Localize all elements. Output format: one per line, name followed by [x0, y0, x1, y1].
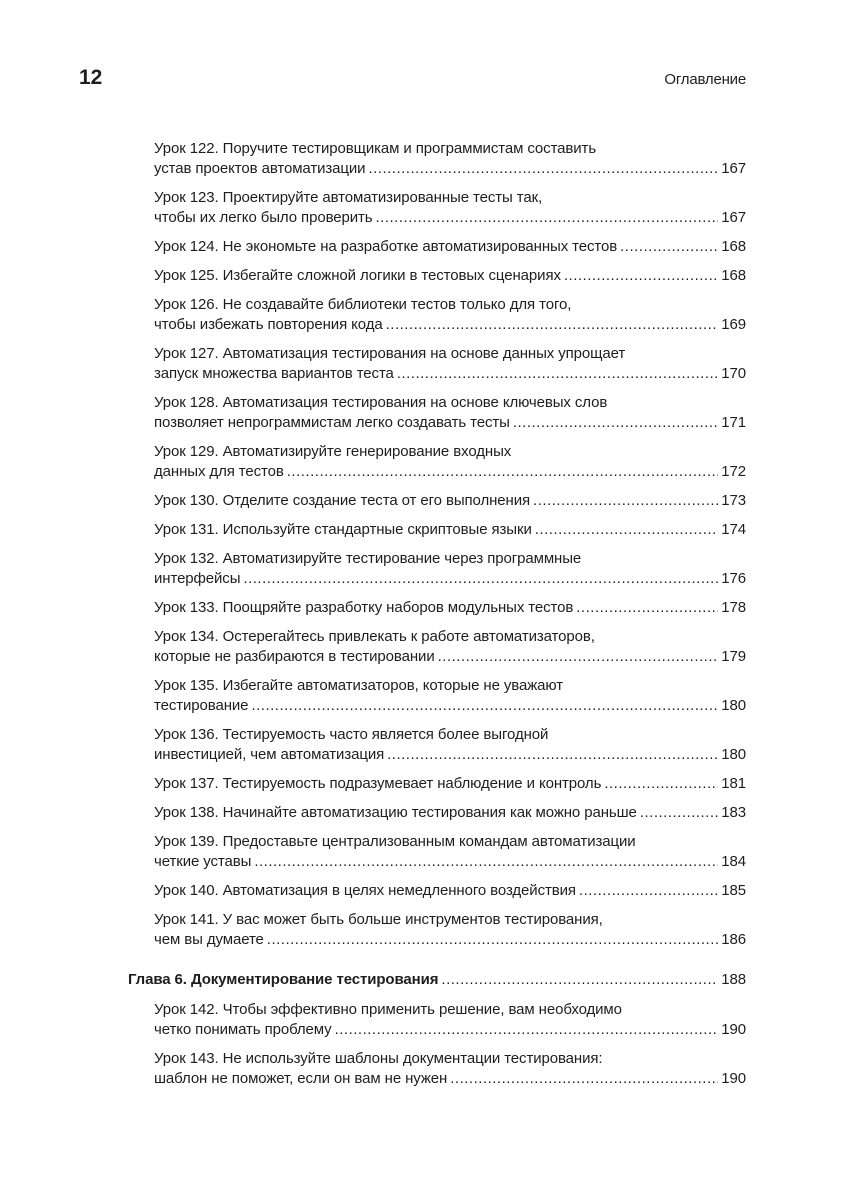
dot-leader — [397, 364, 718, 384]
toc-entry-last-line — [154, 803, 746, 823]
toc-entry-last-line — [154, 462, 746, 482]
dot-leader — [579, 881, 718, 901]
toc-entry-title-line: шаблон не поможет, если он вам не нужен — [154, 1070, 448, 1087]
toc-lesson-entry — [154, 910, 746, 950]
toc-entry-title-line: Урок 127. Автоматизация тестирования на основе данных упрощает — [154, 345, 626, 362]
toc-entry-title-line: тестирование — [154, 697, 249, 714]
toc-entry-title-line: Урок 129. Автоматизируйте генерирование входных — [154, 443, 512, 460]
toc-entry-title-line: Глава 6. Документирование тестирования — [128, 971, 439, 988]
toc-entry-title-line: позволяет непрограммистам легко создавать тесты — [154, 414, 510, 431]
dot-leader — [335, 1020, 719, 1040]
dot-leader — [640, 803, 718, 823]
toc-lesson-entry — [154, 774, 746, 794]
dot-leader — [533, 491, 718, 511]
toc-page-number: 171 — [721, 414, 746, 431]
toc-page-number: 179 — [721, 648, 746, 665]
toc-page-number: 188 — [721, 971, 746, 988]
toc-entry-title-line: Урок 138. Начинайте автоматизацию тестирования как можно раньше — [154, 804, 637, 821]
toc-lesson-entry — [154, 266, 746, 286]
toc-entry-title-line: Урок 130. Отделите создание теста от его выполнения — [154, 492, 531, 509]
toc-lesson-entry — [154, 520, 746, 540]
dot-leader — [564, 266, 718, 286]
toc-entry-last-line — [154, 413, 746, 433]
toc-entry-last-line — [154, 364, 746, 384]
toc-entry-title-line: четко понимать проблему — [154, 1021, 332, 1038]
toc-page-number: 186 — [721, 931, 746, 948]
toc-entry-title-line: Урок 134. Остерегайтесь привлекать к работе автоматизаторов, — [154, 628, 595, 645]
toc-lesson-entry — [154, 832, 746, 872]
toc-entry-last-line — [154, 881, 746, 901]
dot-leader — [620, 237, 718, 257]
dot-leader — [376, 208, 719, 228]
toc-entry-title-line: Урок 135. Избегайте автоматизаторов, которые не уважают — [154, 677, 564, 694]
toc-entry-title-line: Урок 141. У вас может быть больше инструментов тестирования, — [154, 911, 603, 928]
toc-lesson-entry — [154, 237, 746, 257]
toc-lesson-entry — [154, 598, 746, 618]
toc-entry-title-line: Урок 140. Автоматизация в целях немедленного воздействия — [154, 882, 576, 899]
dot-leader — [604, 774, 718, 794]
toc-entry-title-line: Урок 137. Тестируемость подразумевает наблюдение и контроль — [154, 775, 602, 792]
toc-entry-title-line: Урок 125. Избегайте сложной логики в тестовых сценариях — [154, 267, 561, 284]
toc-entry-title-line: Урок 123. Проектируйте автоматизированные тесты так, — [154, 189, 543, 206]
toc-entry-title-line: чем вы думаете — [154, 931, 264, 948]
toc-entry-title-line: Урок 139. Предоставьте централизованным командам автоматизации — [154, 833, 636, 850]
dot-leader — [243, 569, 718, 589]
toc-lesson-entry — [154, 491, 746, 511]
toc-lesson-entry — [154, 393, 746, 433]
toc-entry-title-line: Урок 128. Автоматизация тестирования на основе ключевых слов — [154, 394, 608, 411]
toc-entry-title-line: Урок 132. Автоматизируйте тестирование через программные — [154, 550, 582, 567]
toc-page-number: 167 — [721, 209, 746, 226]
toc-entry-last-line — [154, 266, 746, 286]
toc-page-number: 169 — [721, 316, 746, 333]
toc-entry-title-line: Урок 142. Чтобы эффективно применить решение, вам необходимо — [154, 1001, 622, 1018]
toc-page-number: 190 — [721, 1070, 746, 1087]
toc-entry-title-line: устав проектов автоматизации — [154, 160, 366, 177]
toc-entry-last-line — [154, 491, 746, 511]
toc-entry-title-line: чтобы их легко было проверить — [154, 209, 373, 226]
toc-lesson-entry — [154, 549, 746, 589]
toc-entry-title-line: Урок 124. Не экономьте на разработке автоматизированных тестов — [154, 238, 618, 255]
toc-entry-last-line — [128, 970, 746, 990]
dot-leader — [368, 159, 718, 179]
toc-entry-last-line — [154, 315, 746, 335]
toc-page-number: 173 — [721, 492, 746, 509]
toc-entry-title-line: четкие уставы — [154, 853, 252, 870]
toc-entry-last-line — [154, 774, 746, 794]
toc-page-number: 174 — [721, 521, 746, 538]
toc-lesson-entry — [154, 188, 746, 228]
dot-leader — [387, 745, 718, 765]
toc-page-number: 185 — [721, 882, 746, 899]
toc-entry-title-line: Урок 122. Поручите тестировщикам и программистам составить — [154, 140, 597, 157]
toc-page-number: 167 — [721, 160, 746, 177]
toc-page-number: 183 — [721, 804, 746, 821]
toc-page-number: 181 — [721, 775, 746, 792]
toc-chapter-entry — [128, 970, 746, 990]
toc-page-number: 176 — [721, 570, 746, 587]
toc-lesson-entry — [154, 676, 746, 716]
toc-entry-last-line — [154, 208, 746, 228]
toc-entry-title-line: запуск множества вариантов теста — [154, 365, 394, 382]
dot-leader — [441, 970, 718, 990]
toc-entry-last-line — [154, 237, 746, 257]
dot-leader — [535, 520, 719, 540]
toc-page-number: 190 — [721, 1021, 746, 1038]
toc-entry-last-line — [154, 696, 746, 716]
toc-entry-last-line — [154, 852, 746, 872]
toc-page-number: 180 — [721, 746, 746, 763]
toc-entry-title-line: чтобы избежать повторения кода — [154, 316, 383, 333]
toc-lesson-entry — [154, 344, 746, 384]
toc-page-number: 168 — [721, 267, 746, 284]
toc-entry-last-line — [154, 1020, 746, 1040]
toc-entry-last-line — [154, 520, 746, 540]
dot-leader — [438, 647, 719, 667]
dot-leader — [513, 413, 718, 433]
table-of-contents — [0, 139, 849, 1098]
dot-leader — [254, 852, 718, 872]
toc-page-number: 172 — [721, 463, 746, 480]
dot-leader — [386, 315, 719, 335]
page-number: 12 — [79, 66, 103, 89]
toc-entry-title-line: интерфейсы — [154, 570, 241, 587]
dot-leader — [576, 598, 718, 618]
toc-entry-last-line — [154, 569, 746, 589]
toc-lesson-entry — [154, 1000, 746, 1040]
dot-leader — [251, 696, 718, 716]
toc-page-number: 184 — [721, 853, 746, 870]
toc-page-number: 178 — [721, 599, 746, 616]
dot-leader — [267, 930, 718, 950]
toc-page-number: 170 — [721, 365, 746, 382]
toc-entry-last-line — [154, 647, 746, 667]
toc-entry-title-line: Урок 133. Поощряйте разработку наборов модульных тестов — [154, 599, 574, 616]
toc-lesson-entry — [154, 881, 746, 901]
toc-entry-last-line — [154, 598, 746, 618]
toc-lesson-entry — [154, 803, 746, 823]
toc-entry-last-line — [154, 1069, 746, 1089]
toc-page-number: 168 — [721, 238, 746, 255]
toc-entry-title-line: данных для тестов — [154, 463, 284, 480]
toc-entry-title-line: Урок 131. Используйте стандартные скриптовые языки — [154, 521, 532, 538]
toc-lesson-entry — [154, 139, 746, 179]
toc-entry-last-line — [154, 930, 746, 950]
toc-lesson-entry — [154, 295, 746, 335]
toc-page-number: 180 — [721, 697, 746, 714]
toc-entry-title-line: которые не разбираются в тестировании — [154, 648, 435, 665]
toc-lesson-entry — [154, 725, 746, 765]
dot-leader — [450, 1069, 718, 1089]
toc-entry-title-line: Урок 126. Не создавайте библиотеки тестов только для того, — [154, 296, 572, 313]
toc-entry-title-line: Урок 136. Тестируемость часто является более выгодной — [154, 726, 549, 743]
toc-lesson-entry — [154, 442, 746, 482]
running-head-title: Оглавление — [664, 71, 746, 88]
toc-entry-last-line — [154, 745, 746, 765]
toc-entry-title-line: инвестицией, чем автоматизация — [154, 746, 385, 763]
toc-lesson-entry — [154, 1049, 746, 1089]
dot-leader — [287, 462, 719, 482]
toc-entry-last-line — [154, 159, 746, 179]
toc-lesson-entry — [154, 627, 746, 667]
toc-entry-title-line: Урок 143. Не используйте шаблоны документации тестирования: — [154, 1050, 603, 1067]
